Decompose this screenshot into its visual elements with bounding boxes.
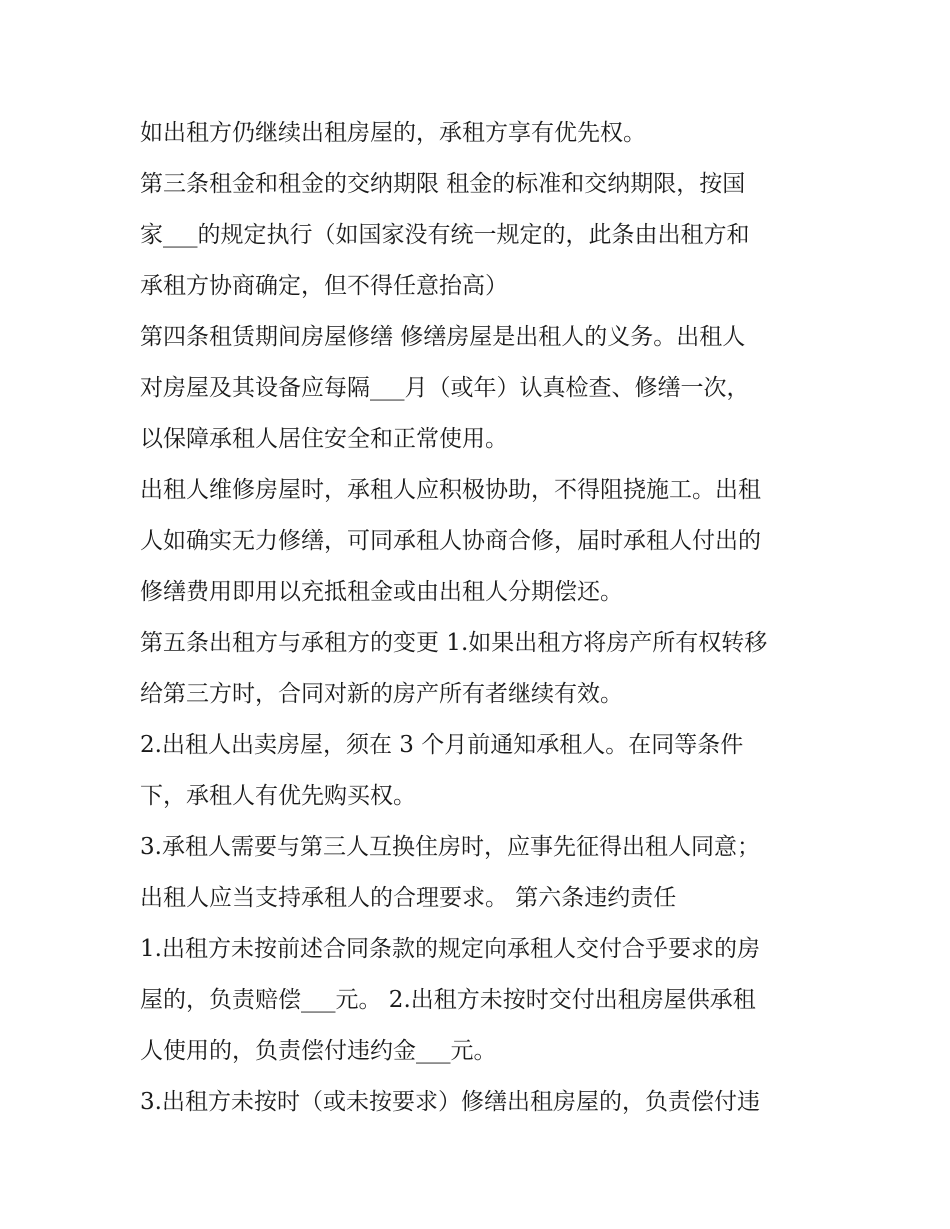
text-line: 3.出租方未按时（或未按要求）修缮出租房屋的，负责偿付违 <box>140 1089 760 1115</box>
text-line: 下，承租人有优先购买权。 <box>140 783 416 809</box>
text-line: 屋的，负责赔偿___元。 2.出租方未按时交付出租房屋供承租 <box>140 987 756 1013</box>
text-line: 对房屋及其设备应每隔___月（或年）认真检查、修缮一次， <box>140 375 750 401</box>
text-line: 人如确实无力修缮，可同承租人协商合修，届时承租人付出的 <box>140 528 761 554</box>
text-line: 第五条出租方与承租方的变更 1.如果出租方将房产所有权转移 <box>140 630 768 656</box>
text-line: 以保障承租人居住安全和正常使用。 <box>140 426 508 452</box>
text-line: 1.出租方未按前述合同条款的规定向承租人交付合乎要求的房 <box>140 936 760 962</box>
text-line: 家___的规定执行（如国家没有统一规定的，此条由出租方和 <box>140 222 750 248</box>
text-line: 给第三方时，合同对新的房产所有者继续有效。 <box>140 681 623 707</box>
text-line: 修缮费用即用以充抵租金或由出租人分期偿还。 <box>140 579 623 605</box>
text-line: 承租方协商确定，但不得任意抬高） <box>140 273 508 299</box>
text-line: 2.出租人出卖房屋，须在 3 个月前通知承租人。在同等条件 <box>140 732 744 758</box>
contract-text-body <box>140 108 830 1128</box>
text-line: 3.承租人需要与第三人互换住房时，应事先征得出租人同意； <box>140 834 760 860</box>
text-line: 出租人应当支持承租人的合理要求。 第六条违约责任 <box>140 885 677 911</box>
text-line: 第四条租赁期间房屋修缮 修缮房屋是出租人的义务。出租人 <box>140 324 746 350</box>
text-line: 第三条租金和租金的交纳期限 租金的标准和交纳期限，按国 <box>140 171 746 197</box>
text-line: 出租人维修房屋时，承租人应积极协助，不得阻挠施工。出租 <box>140 477 761 503</box>
text-line: 人使用的，负责偿付违约金___元。 <box>140 1038 497 1064</box>
text-line: 如出租方仍继续出租房屋的，承租方享有优先权。 <box>140 120 646 146</box>
